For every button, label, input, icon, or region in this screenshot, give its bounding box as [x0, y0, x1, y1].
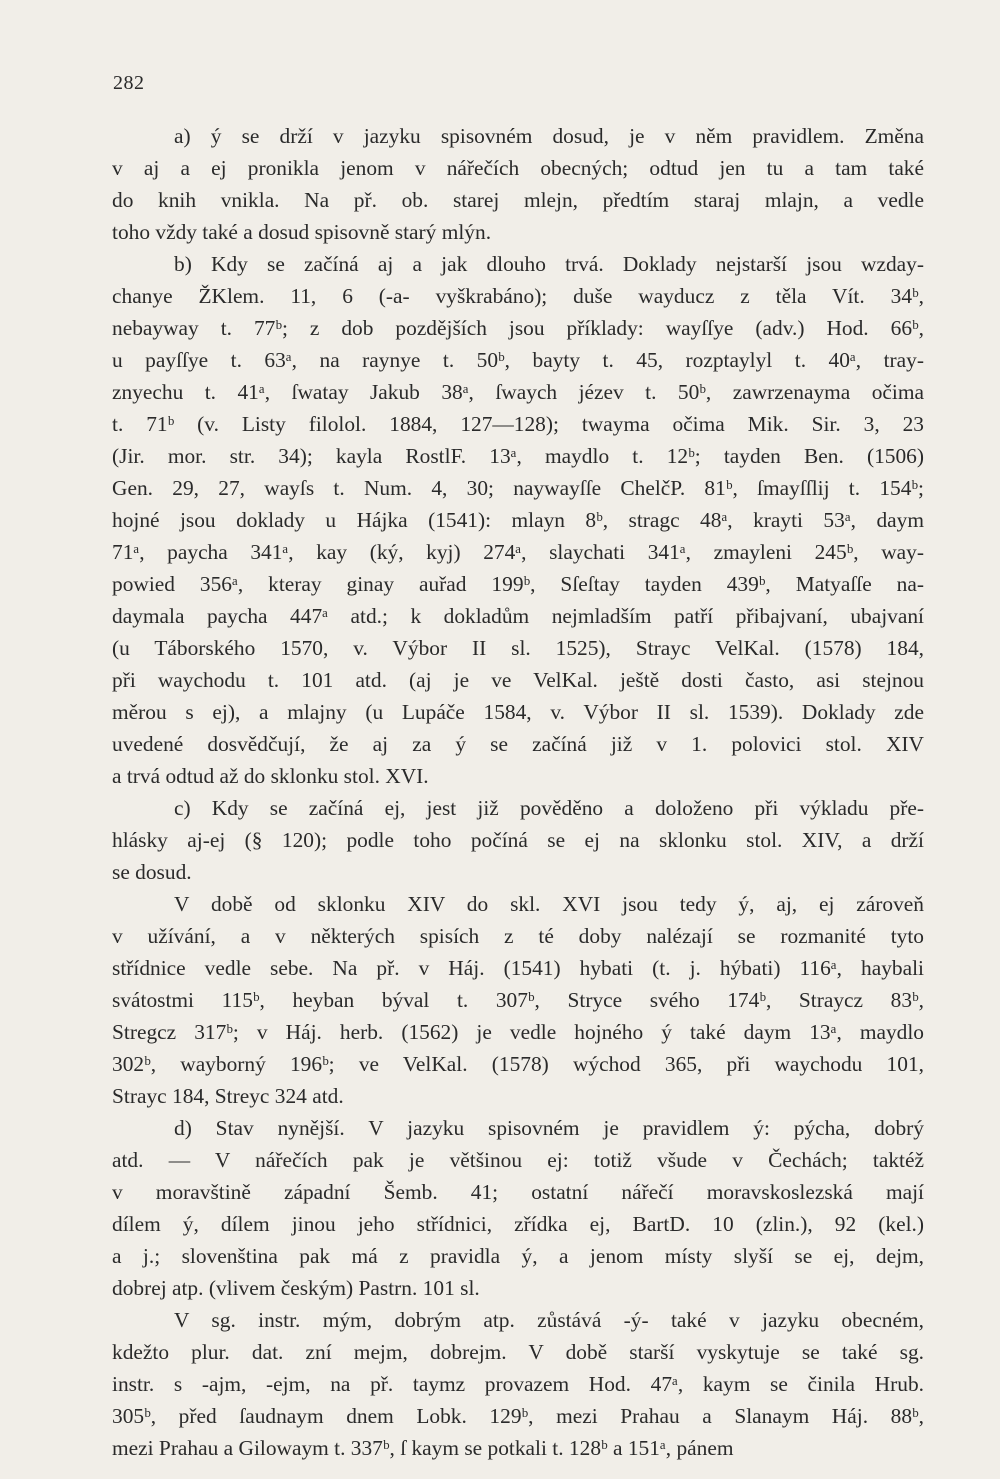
- text-line: svátostmi 115ᵇ, heyban býval t. 307ᵇ, Stryce svého 174ᵇ, Straycz 83ᵇ,: [112, 988, 924, 1012]
- text-line: d) Stav nynější. V jazyku spisovném je pravidlem ý: pýcha, dobrý: [174, 1116, 924, 1140]
- text-line: 302ᵇ, wayborný 196ᵇ; ve VelKal. (1578) wýchod 365, při waychodu 101,: [112, 1052, 924, 1076]
- text-line: a) ý se drží v jazyku spisovném dosud, je v něm pravidlem. Změna: [174, 124, 924, 148]
- text-line: Strayc 184, Streyc 324 atd.: [112, 1084, 344, 1108]
- text-line: a j.; slovenština pak má z pravidla ý, a jenom místy slyší se ej, dejm,: [112, 1244, 924, 1268]
- text-line: instr. s -ajm, -ejm, na př. taymz provazem Hod. 47ᵃ, kaym se činila Hrub.: [112, 1372, 924, 1396]
- text-line: powied 356ᵃ, kteray ginay auřad 199ᵇ, Sſeſtay tayden 439ᵇ, Matyaſſe na-: [112, 572, 924, 596]
- text-line: do knih vnikla. Na př. ob. starej mlejn, předtím staraj mlajn, a vedle: [112, 188, 924, 212]
- text-line: v moravštině západní Šemb. 41; ostatní nářečí moravskoslezská mají: [112, 1180, 924, 1204]
- text-line: t. 71ᵇ (v. Listy filolol. 1884, 127—128); twayma očima Mik. Sir. 3, 23: [112, 412, 924, 436]
- text-line: hojné jsou doklady u Hájka (1541): mlayn 8ᵇ, stragc 48ᵃ, krayti 53ᵃ, daym: [112, 508, 924, 532]
- text-line: v užívání, a v některých spisích z té doby nalézají se rozmanité tyto: [112, 924, 924, 948]
- text-line: c) Kdy se začíná ej, jest již pověděno a doloženo při výkladu pře-: [174, 796, 924, 820]
- paragraph-a: [112, 120, 924, 248]
- paragraph-p2: [112, 1304, 924, 1464]
- text-line: hlásky aj-ej (§ 120); podle toho počíná se ej na sklonku stol. XIV, a drží: [112, 828, 924, 852]
- text-line: toho vždy také a dosud spisovně starý mlýn.: [112, 220, 492, 244]
- text-line: Gen. 29, 27, wayſs t. Num. 4, 30; naywayſſe ChelčP. 81ᵇ, ſmayſſlij t. 154ᵇ;: [112, 476, 924, 500]
- text-line: uvedené dosvědčují, že aj za ý se začíná již v 1. polovici stol. XIV: [112, 732, 924, 756]
- text-line: znyechu t. 41ᵃ, ſwatay Jakub 38ᵃ, ſwaych jézev t. 50ᵇ, zawrzenayma očima: [112, 380, 924, 404]
- paragraph-d: [112, 1112, 924, 1304]
- text-line: u payſſye t. 63ᵃ, na raynye t. 50ᵇ, bayty t. 45, rozptaylyl t. 40ᵃ, tray-: [112, 348, 924, 372]
- paragraph-c: [112, 792, 924, 888]
- text-line: a trvá odtud až do sklonku stol. XVI.: [112, 764, 429, 788]
- body-text: [112, 120, 924, 1464]
- text-line: 305ᵇ, před ſaudnaym dnem Lobk. 129ᵇ, mezi Prahau a Slanaym Háj. 88ᵇ,: [112, 1404, 924, 1428]
- text-line: dílem ý, dílem jinou jeho střídnici, zřídka ej, BartD. 10 (zlin.), 92 (kel.): [112, 1212, 924, 1236]
- text-line: dobrej atp. (vlivem českým) Pastrn. 101 sl.: [112, 1276, 480, 1300]
- text-line: atd. — V nářečích pak je většinou ej: totiž všude v Čechách; taktéž: [112, 1148, 924, 1172]
- paragraph-b: [112, 248, 924, 792]
- text-line: b) Kdy se začíná aj a jak dlouho trvá. Doklady nejstarší jsou wzday-: [174, 252, 924, 276]
- text-line: v aj a ej pronikla jenom v nářečích obecných; odtud jen tu a tam také: [112, 156, 924, 180]
- text-line: při waychodu t. 101 atd. (aj je ve VelKal. ještě dosti často, asi stejnou: [112, 668, 924, 692]
- text-line: Stregcz 317ᵇ; v Háj. herb. (1562) je vedle hojného ý také daym 13ᵃ, maydlo: [112, 1020, 924, 1044]
- text-line: měrou s ej), a mlajny (u Lupáče 1584, v. Výbor II sl. 1539). Doklady zde: [112, 700, 924, 724]
- paragraph-p1: [112, 888, 924, 1112]
- text-line: se dosud.: [112, 860, 192, 884]
- text-line: (Jir. mor. str. 34); kayla RostlF. 13ᵃ, maydlo t. 12ᵇ; tayden Ben. (1506): [112, 444, 924, 468]
- text-line: kdežto plur. dat. zní mejm, dobrejm. V době starší vyskytuje se také sg.: [112, 1340, 924, 1364]
- page-number: 282: [113, 72, 145, 94]
- text-line: nebayway t. 77ᵇ; z dob pozdějších jsou příklady: wayſſye (adv.) Hod. 66ᵇ,: [112, 316, 924, 340]
- text-line: střídnice vedle sebe. Na př. v Háj. (1541) hybati (t. j. hýbati) 116ᵃ, haybali: [112, 956, 924, 980]
- paragraphs: [112, 120, 924, 1464]
- text-line: 71ᵃ, paycha 341ᵃ, kay (ký, kyj) 274ᵃ, slaychati 341ᵃ, zmayleni 245ᵇ, way-: [112, 540, 924, 564]
- text-line: daymala paycha 447ᵃ atd.; k dokladům nejmladším patří přibajvaní, ubajvaní: [112, 604, 924, 628]
- text-line: (u Táborského 1570, v. Výbor II sl. 1525), Strayc VelKal. (1578) 184,: [112, 636, 924, 660]
- text-line: chanye ŽKlem. 11, 6 (-a- vyškrabáno); duše wayducz z těla Vít. 34ᵇ,: [112, 284, 924, 308]
- text-line: V sg. instr. mým, dobrým atp. zůstává -ý- také v jazyku obecném,: [174, 1308, 924, 1332]
- text-line: mezi Prahau a Gilowaym t. 337ᵇ, ſ kaym se potkali t. 128ᵇ a 151ᵃ, pánem: [112, 1436, 734, 1460]
- text-line: V době od sklonku XIV do skl. XVI jsou tedy ý, aj, ej zároveň: [174, 892, 924, 916]
